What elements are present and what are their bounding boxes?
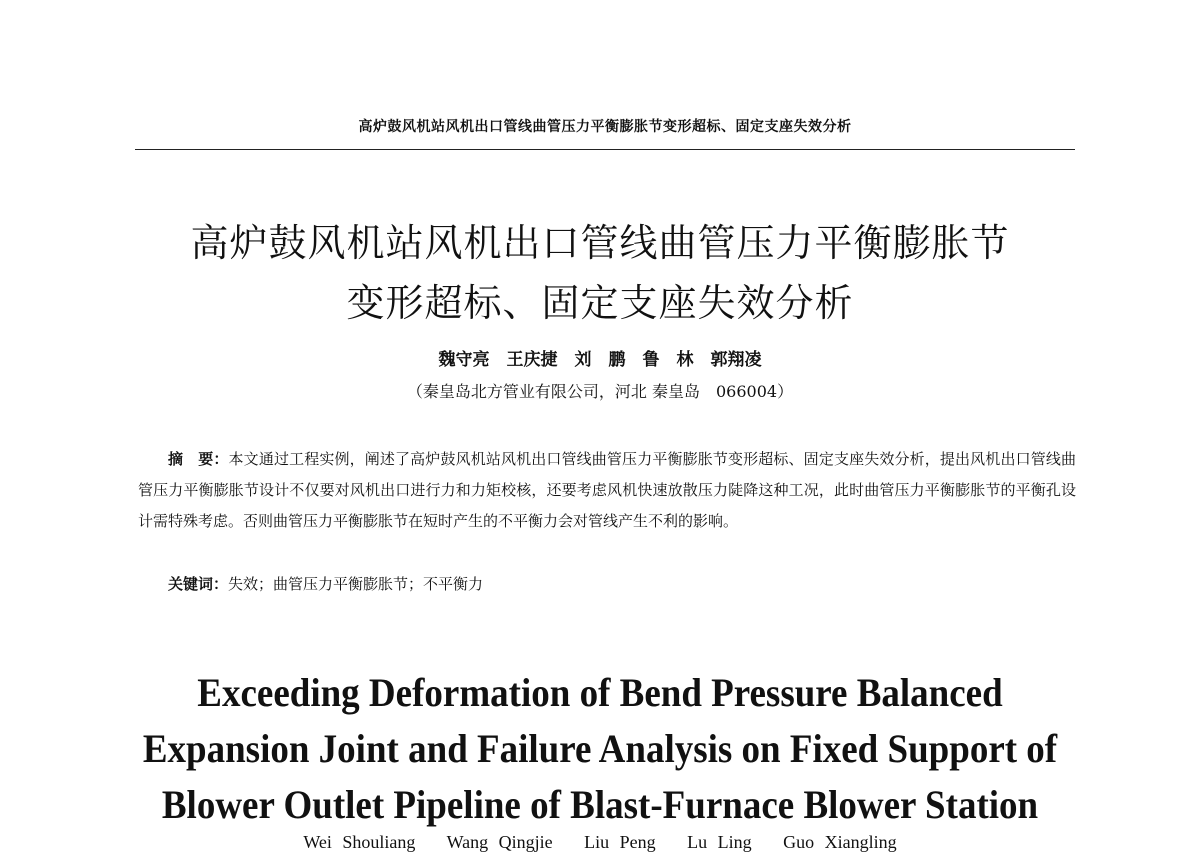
chinese-abstract [138,444,1076,537]
abstract-label: 摘 要： [168,450,229,468]
chinese-title-line-1: 高炉鼓风机站风机出口管线曲管压力平衡膨胀节 [190,221,1010,265]
english-title-line-3: Blower Outlet Pipeline of Blast-Furnace Blower Station [161,782,1039,829]
running-head: 高炉鼓风机站风机出口管线曲管压力平衡膨胀节变形超标、固定支座失效分析 [358,119,852,135]
abstract-text: 本文通过工程实例，阐述了高炉鼓风机站风机出口管线曲管压力平衡膨胀节变形超标、固定支座失效分析，提出风机出口管线曲管压力平衡膨胀节设计不仅要对风机出口进行力和力矩校核，还要考虑风机快速放散压力陡降这种工况，此时曲管压力平衡膨胀节的平衡孔设计需特殊考虑。否则曲管压力平衡膨胀节在短时产生的不平衡力会对管线产生不利的影响。 [138,450,1076,530]
header-rule [135,149,1075,150]
english-authors: Wei Shouliang Wang Qingjie Liu Peng Lu Ling Guo Xiangling [303,832,897,852]
chinese-authors: 魏守亮 王庆捷 刘 鹏 鲁 林 郭翔凌 [438,350,762,370]
chinese-keywords [168,573,483,594]
keywords-text: 失效；曲管压力平衡膨胀节；不平衡力 [228,575,484,593]
english-title-line-1: Exceeding Deformation of Bend Pressure Balanced [197,670,1003,717]
english-title-line-2: Expansion Joint and Failure Analysis on Fixed Support of [142,726,1058,773]
keywords-label: 关键词： [168,575,229,593]
chinese-title-line-2: 变形超标、固定支座失效分析 [346,281,854,325]
affiliation: （秦皇岛北方管业有限公司，河北 秦皇岛 066004） [406,382,794,401]
